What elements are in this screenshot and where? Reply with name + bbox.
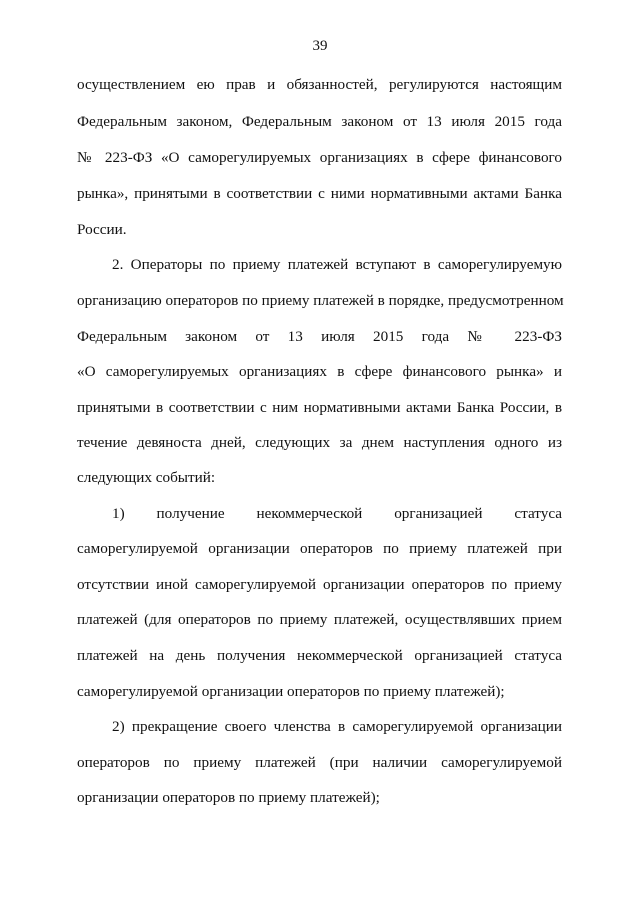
text-line-18: саморегулируемой организации операторов по приему платежей); [77,683,505,700]
text-line-6: 2. Операторы по приему платежей вступают в саморегулируемую [112,256,562,273]
text-line-21: организации операторов по приему платежей); [77,789,380,806]
text-line-13: 1) получение некоммерческой организацией статуса [112,505,562,522]
text-line-2: Федеральным законом, Федеральным законом от 13 июля 2015 года [77,113,562,130]
text-line-15: отсутствии иной саморегулируемой организации операторов по приему [77,576,562,593]
text-line-1: осуществлением ею прав и обязанностей, регулируются настоящим [77,76,562,93]
text-line-8: Федеральным законом от 13 июля 2015 года № 223-ФЗ [77,328,562,345]
text-line-17: платежей на день получения некоммерческой организацией статуса [77,647,562,664]
text-line-20: операторов по приему платежей (при наличии саморегулируемой [77,754,562,771]
text-line-9: «О саморегулируемых организациях в сфере финансового рынка» и [77,363,562,380]
text-line-5: России. [77,221,127,238]
text-line-12: следующих событий: [77,469,216,486]
text-line-10: принятыми в соответствии с ним нормативными актами Банка России, в [77,399,562,416]
text-line-14: саморегулируемой организации операторов по приему платежей при [77,540,562,557]
text-line-7: организацию операторов по приему платежей в порядке, предусмотренном [77,292,564,309]
text-line-4: рынка», принятыми в соответствии с ними нормативными актами Банка [77,185,562,202]
text-line-16: платежей (для операторов по приему платежей, осуществлявших прием [77,611,562,628]
text-line-3: № 223-ФЗ «О саморегулируемых организациях в сфере финансового [77,149,562,166]
page-number: 39 [312,38,328,54]
text-line-19: 2) прекращение своего членства в саморегулируемой организации [112,718,562,735]
text-line-11: течение девяноста дней, следующих за днем наступления одного из [77,434,562,451]
